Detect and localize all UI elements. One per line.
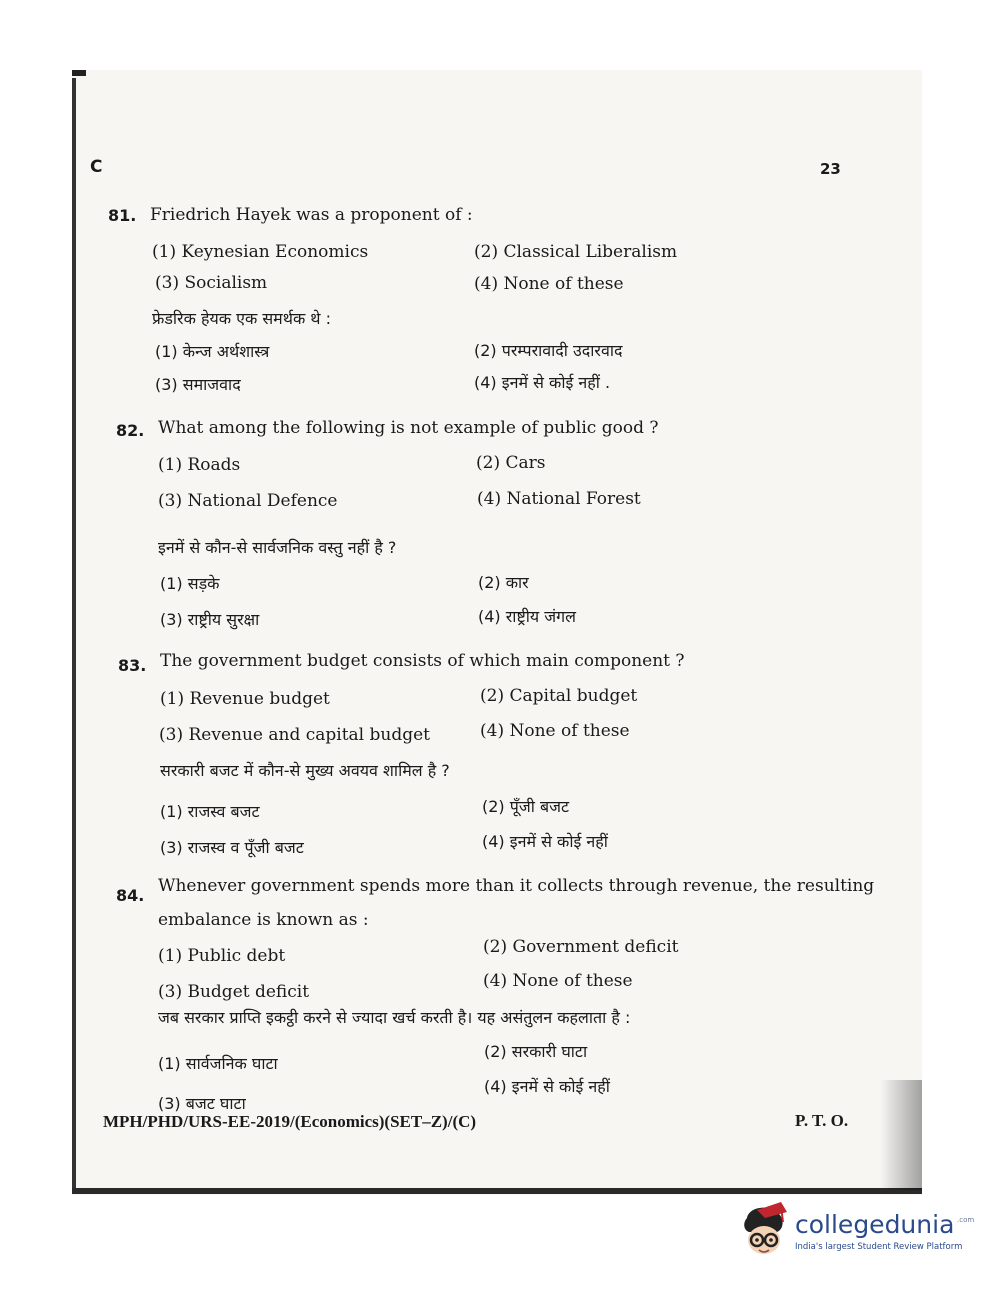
graduate-mascot-icon xyxy=(735,1200,793,1262)
question-text-hi: फ्रेडरिक हेयक एक समर्थक थे : xyxy=(152,309,332,328)
option-en-4: (4) None of these xyxy=(474,274,624,294)
option-hi-2: (2) पूँजी बजट xyxy=(482,797,570,816)
question-number: 84. xyxy=(116,886,145,905)
option-hi-2: (2) कार xyxy=(478,573,529,592)
option-en-3: (3) Budget deficit xyxy=(158,982,310,1002)
option-en-4: (4) National Forest xyxy=(477,489,641,509)
option-hi-3: (3) समाजवाद xyxy=(155,375,241,394)
option-en-2: (2) Capital budget xyxy=(480,686,638,706)
option-en-1: (1) Public debt xyxy=(158,946,286,966)
page-corner-shadow xyxy=(880,1080,922,1190)
option-en-4: (4) None of these xyxy=(483,971,633,991)
option-en-1: (1) Roads xyxy=(158,455,241,475)
option-en-1: (1) Revenue budget xyxy=(160,689,330,709)
option-en-2: (2) Cars xyxy=(476,453,546,473)
question-text-hi: सरकारी बजट में कौन-से मुख्य अवयव शामिल है ? xyxy=(160,761,450,780)
brand-tagline: India's largest Student Review Platform xyxy=(795,1242,963,1252)
question-number: 82. xyxy=(116,421,145,440)
page-left-edge xyxy=(72,78,76,1188)
option-hi-2: (2) सरकारी घाटा xyxy=(484,1042,588,1061)
brand-suffix: .com xyxy=(957,1216,975,1224)
option-hi-4: (4) राष्ट्रीय जंगल xyxy=(478,607,577,626)
option-hi-2: (2) परम्परावादी उदारवाद xyxy=(474,341,623,360)
set-letter: C xyxy=(90,157,103,177)
option-hi-3: (3) बजट घाटा xyxy=(158,1094,246,1113)
question-text-en: Friedrich Hayek was a proponent of : xyxy=(150,205,473,225)
option-hi-4: (4) इनमें से कोई नहीं xyxy=(484,1077,610,1096)
collegedunia-watermark xyxy=(735,1196,975,1266)
option-en-3: (3) Socialism xyxy=(155,273,268,293)
option-hi-3: (3) राजस्व व पूँजी बजट xyxy=(160,838,304,857)
question-number: 83. xyxy=(118,656,147,675)
option-hi-1: (1) केन्ज अर्थशास्त्र xyxy=(155,342,270,361)
option-en-4: (4) None of these xyxy=(480,721,630,741)
option-en-3: (3) Revenue and capital budget xyxy=(159,725,431,745)
page-bottom-edge xyxy=(72,1188,922,1194)
question-text-en-line2: embalance is known as : xyxy=(158,910,369,930)
question-text-hi: इनमें से कौन-से सार्वजनिक वस्तु नहीं है ? xyxy=(158,538,397,557)
option-hi-3: (3) राष्ट्रीय सुरक्षा xyxy=(160,610,260,629)
question-text-en: The government budget consists of which main component ? xyxy=(160,651,685,671)
option-en-1: (1) Keynesian Economics xyxy=(152,242,369,262)
option-en-3: (3) National Defence xyxy=(158,491,338,511)
option-hi-4: (4) इनमें से कोई नहीं xyxy=(482,832,608,851)
paper-code: MPH/PHD/URS-EE-2019/(Economics)(SET–Z)/(C) xyxy=(103,1112,477,1131)
option-hi-1: (1) सड़के xyxy=(160,574,220,593)
page-top-edge-mark xyxy=(72,70,86,76)
page-number: 23 xyxy=(820,160,841,178)
option-hi-4: (4) इनमें से कोई नहीं . xyxy=(474,373,611,392)
question-text-en: What among the following is not example of public good ? xyxy=(158,418,659,438)
brand-name: collegedunia xyxy=(795,1210,955,1239)
option-en-2: (2) Classical Liberalism xyxy=(474,242,678,262)
option-hi-1: (1) राजस्व बजट xyxy=(160,802,260,821)
option-en-2: (2) Government deficit xyxy=(483,937,679,957)
option-hi-1: (1) सार्वजनिक घाटा xyxy=(158,1054,278,1073)
question-text-en-line1: Whenever government spends more than it collects through revenue, the resulting xyxy=(158,876,875,896)
question-number: 81. xyxy=(108,206,137,225)
question-text-hi: जब सरकार प्राप्ति इकट्ठी करने से ज्यादा खर्च करती है। यह असंतुलन कहलाता है : xyxy=(158,1008,631,1027)
please-turn-over: P. T. O. xyxy=(795,1111,849,1130)
